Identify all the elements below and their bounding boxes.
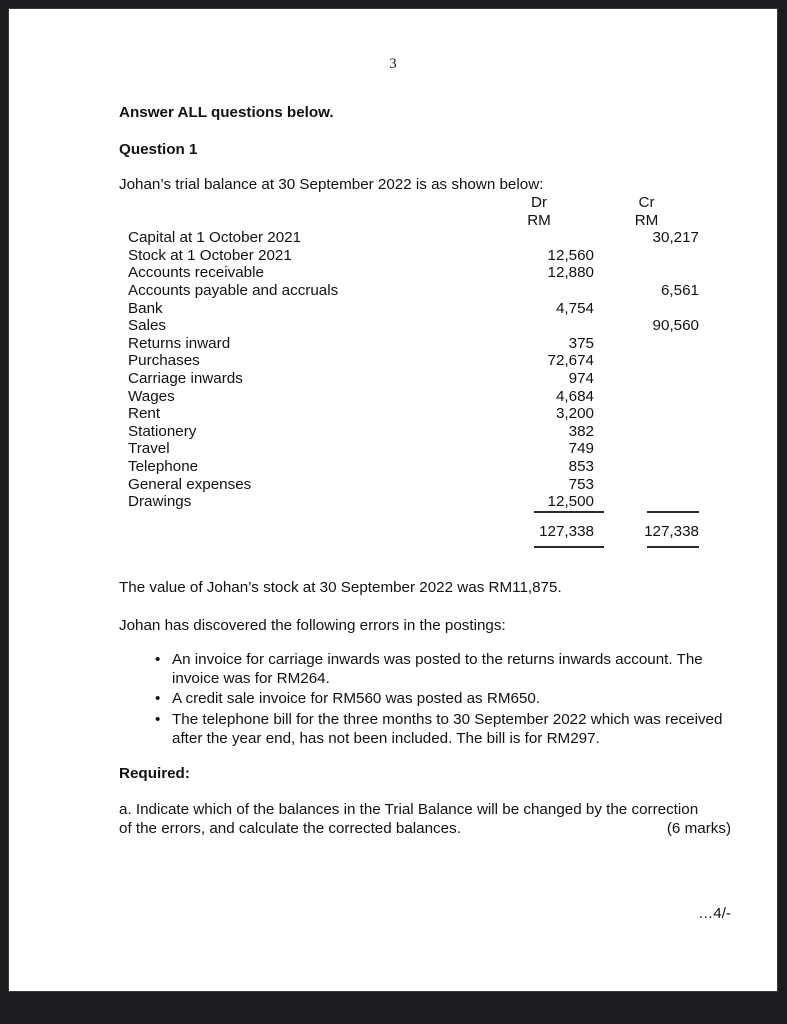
debit-amount: 3,200 (555, 405, 594, 423)
table-currency-row (119, 212, 719, 230)
column-header-cr: Cr (638, 194, 655, 211)
trial-balance-table (119, 194, 719, 550)
document-content (9, 9, 777, 991)
marks-allocation: (6 marks) (666, 820, 731, 838)
account-label: Wages (128, 387, 175, 405)
table-row (119, 317, 719, 335)
table-row (119, 370, 719, 388)
account-label: Carriage inwards (128, 369, 243, 387)
required-heading: Required: (119, 765, 190, 782)
errors-bullet-list (119, 650, 734, 749)
table-row (119, 440, 719, 458)
list-item-text: A credit sale invoice for RM560 was posted as RM650. (172, 690, 541, 708)
table-row (119, 247, 719, 265)
table-row (119, 300, 719, 318)
currency-header-cr: RM (634, 211, 659, 229)
account-label: Stationery (128, 422, 197, 440)
required-part-a (119, 800, 731, 838)
instruction-answer-all: Answer ALL questions below. (119, 104, 334, 121)
table-row (119, 423, 719, 441)
debit-amount: 72,674 (547, 352, 594, 370)
account-label: General expenses (128, 475, 252, 493)
account-label: Stock at 1 October 2021 (128, 246, 292, 264)
debit-amount: 12,560 (547, 246, 594, 264)
totals-row (119, 523, 719, 541)
trial-balance-intro: Johan’s trial balance at 30 September 2022 is as shown below: (119, 176, 544, 193)
errors-intro: Johan has discovered the following errors in the postings: (119, 617, 506, 634)
list-item-text: An invoice for carriage inwards was posted to the returns inwards account. The invoice was for RM264. (172, 651, 703, 688)
debit-amount: 749 (568, 440, 594, 458)
account-label: Returns inward (128, 334, 231, 352)
debit-amount: 375 (568, 334, 594, 352)
account-label: Accounts payable and accruals (128, 281, 339, 299)
debit-amount: 974 (568, 369, 594, 387)
page-number: 3 (389, 56, 397, 72)
table-row (119, 352, 719, 370)
currency-header-dr: RM (527, 211, 551, 229)
table-body (119, 229, 719, 511)
bullet-icon: • (155, 651, 161, 668)
total-dr: 127,338 (539, 522, 594, 540)
table-row (119, 229, 719, 247)
required-part-a-line2: of the errors, and calculate the corrected balances. (119, 820, 461, 838)
account-label: Drawings (128, 493, 192, 511)
table-row (119, 405, 719, 423)
account-label: Purchases (128, 352, 200, 370)
totals-underline-cr (647, 546, 699, 548)
required-part-a-line1: a. Indicate which of the balances in the Trial Balance will be changed by the correction (119, 801, 699, 818)
account-label: Sales (128, 317, 166, 335)
list-item (119, 650, 734, 688)
list-item-text: The telephone bill for the three months to 30 September 2022 which was received after the year end, has not been included. The bill is for RM297. (172, 710, 723, 747)
account-label: Capital at 1 October 2021 (128, 229, 302, 247)
totals-rule-cr (647, 511, 699, 513)
account-label: Telephone (128, 457, 199, 475)
table-row (119, 476, 719, 494)
totals-rule-dr (534, 511, 604, 513)
table-row (119, 388, 719, 406)
debit-amount: 4,754 (555, 299, 594, 317)
account-label: Travel (128, 440, 170, 458)
closing-stock-statement: The value of Johan’s stock at 30 September 2022 was RM11,875. (119, 579, 562, 596)
total-cr: 127,338 (644, 522, 699, 540)
bullet-icon: • (155, 690, 161, 708)
debit-amount: 753 (568, 475, 594, 493)
list-item (119, 689, 734, 708)
table-row (119, 458, 719, 476)
credit-amount: 90,560 (652, 317, 699, 335)
question-heading: Question 1 (119, 141, 198, 158)
totals-underline-dr (534, 546, 604, 548)
debit-amount: 853 (568, 457, 594, 475)
totals-top-rules (119, 511, 719, 518)
debit-amount: 12,500 (547, 493, 594, 511)
account-label: Accounts receivable (128, 264, 264, 282)
table-header-row (119, 194, 719, 212)
document-page (9, 9, 777, 991)
table-row (119, 264, 719, 282)
debit-amount: 12,880 (547, 264, 594, 282)
continuation-marker: …4/- (698, 905, 731, 922)
list-item (119, 710, 734, 748)
account-label: Bank (128, 299, 163, 317)
debit-amount: 382 (568, 422, 594, 440)
credit-amount: 6,561 (660, 281, 699, 299)
account-label: Rent (128, 405, 161, 423)
table-row (119, 282, 719, 300)
column-header-dr: Dr (530, 194, 548, 211)
credit-amount: 30,217 (652, 229, 699, 247)
debit-amount: 4,684 (555, 387, 594, 405)
totals-bottom-rules (119, 540, 719, 550)
table-row (119, 335, 719, 353)
bullet-icon: • (155, 710, 161, 728)
table-row (119, 493, 719, 511)
